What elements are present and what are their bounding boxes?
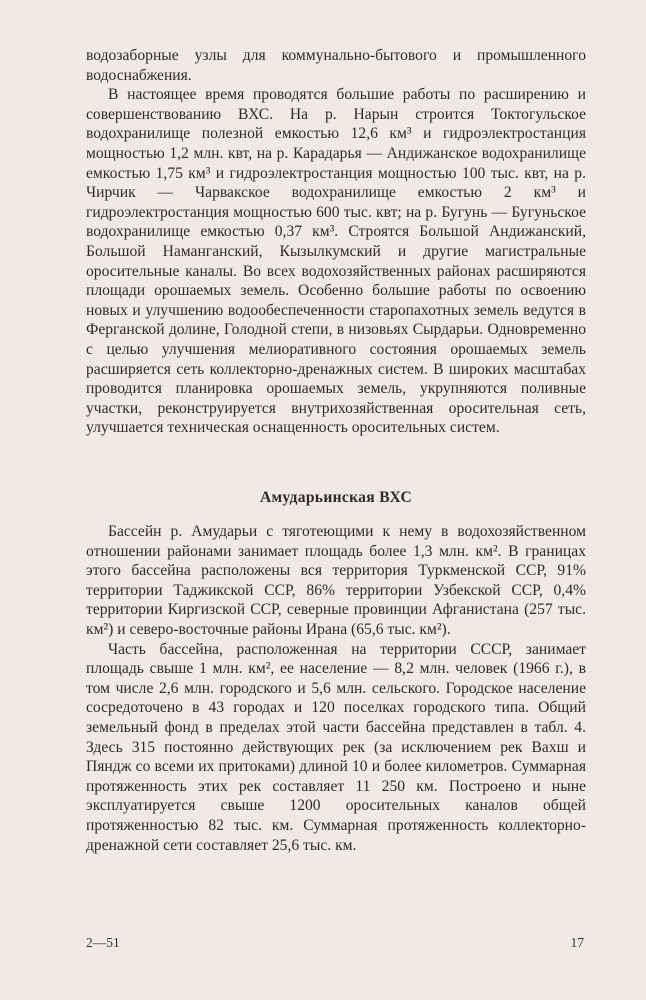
paragraph-reservoirs: В настоящее время проводятся большие работы по расширению и совершенствованию ВХС. На р. Нарын строится Токтогульское водохранилище полезной емкостью 12,6 км³ и гидроэлектростанция мощностью 1,2 млн. квт, на р. Карадарья — Андижанское водохранилище емкостью 1,75 км³ и гидроэлектростанция мощностью 100 тыс. квт, на р. Чирчик — Чарвакское водохранилище емкостью 2 км³ и гидроэлектростанция мощностью 600 тыс. квт; на р. Бугунь — Бугуньское водохранилище емкостью 0,37 км³. Строятся Большой Андижанский, Большой Наманганский, Кызылкумский и другие магистральные оросительные каналы. Во всех водохозяйственных районах расширяются площади орошаемых земель. Особенно большие работы по освоению новых и улучшению водообеспеченности старопахотных земель ведутся в Ферганской долине, Голодной степи, в низовьях Сырдарьи. Одновременно с целью улучшения мелиоративного состояния орошаемых земель расширяется сеть коллекторно-дренажных систем. В широких масштабах проводится планировка орошаемых земель, укрупняются поливные участки, реконструируется внутрихозяйственная оросительная сеть, улучшается техническая оснащенность оросительных систем. [86,86,586,437]
section-heading: Амударьинская ВХС [259,489,413,506]
section-top-text [86,46,586,438]
paragraph-population: Часть бассейна, расположенная на территории СССР, занимает площадь свыше 1 млн. км², ее население — 8,2 млн. человек (1966 г.), в том числе 2,6 млн. городского и 5,6 млн. сельского. Городское население сосредоточено в 43 городах и 120 поселках городского типа. Общий земельный фонд в пределах этой части бассейна представлен в табл. 4. Здесь 315 постоянно действующих рек (за исключением рек Вахш и Пяндж со всеми их притоками) длиной 10 и более километров. Суммарная протяженность этих рек составляет 11 250 км. Построено и ныне эксплуатируется свыше 1200 оросительных каналов общей протяженностью 82 тыс. км. Суммарная протяженность коллекторно-дренажной сети составляет 25,6 тыс. км. [86,640,586,854]
paragraph-basin-area: Бассейн р. Амударьи с тяготеющими к нему в водохозяйственном отношении районами занимает площадь более 1,3 млн. км². В границах этого бассейна расположены вся территория Туркменской ССР, 91% территории Таджикской ССР, 86% территории Узбекской ССР, 0,4% территории Киргизской ССР, северные провинции Афганистана (257 тыс. км²) и северо-восточные районы Ирана (65,6 тыс. км²). [86,523,586,638]
signature-mark: 2—51 [86,935,120,950]
paragraph-continuation: водозаборные узлы для коммунально-бытового и промышленного водоснабжения. [86,47,586,84]
page-number: 17 [570,935,584,950]
section-amudarya-text [86,522,586,855]
